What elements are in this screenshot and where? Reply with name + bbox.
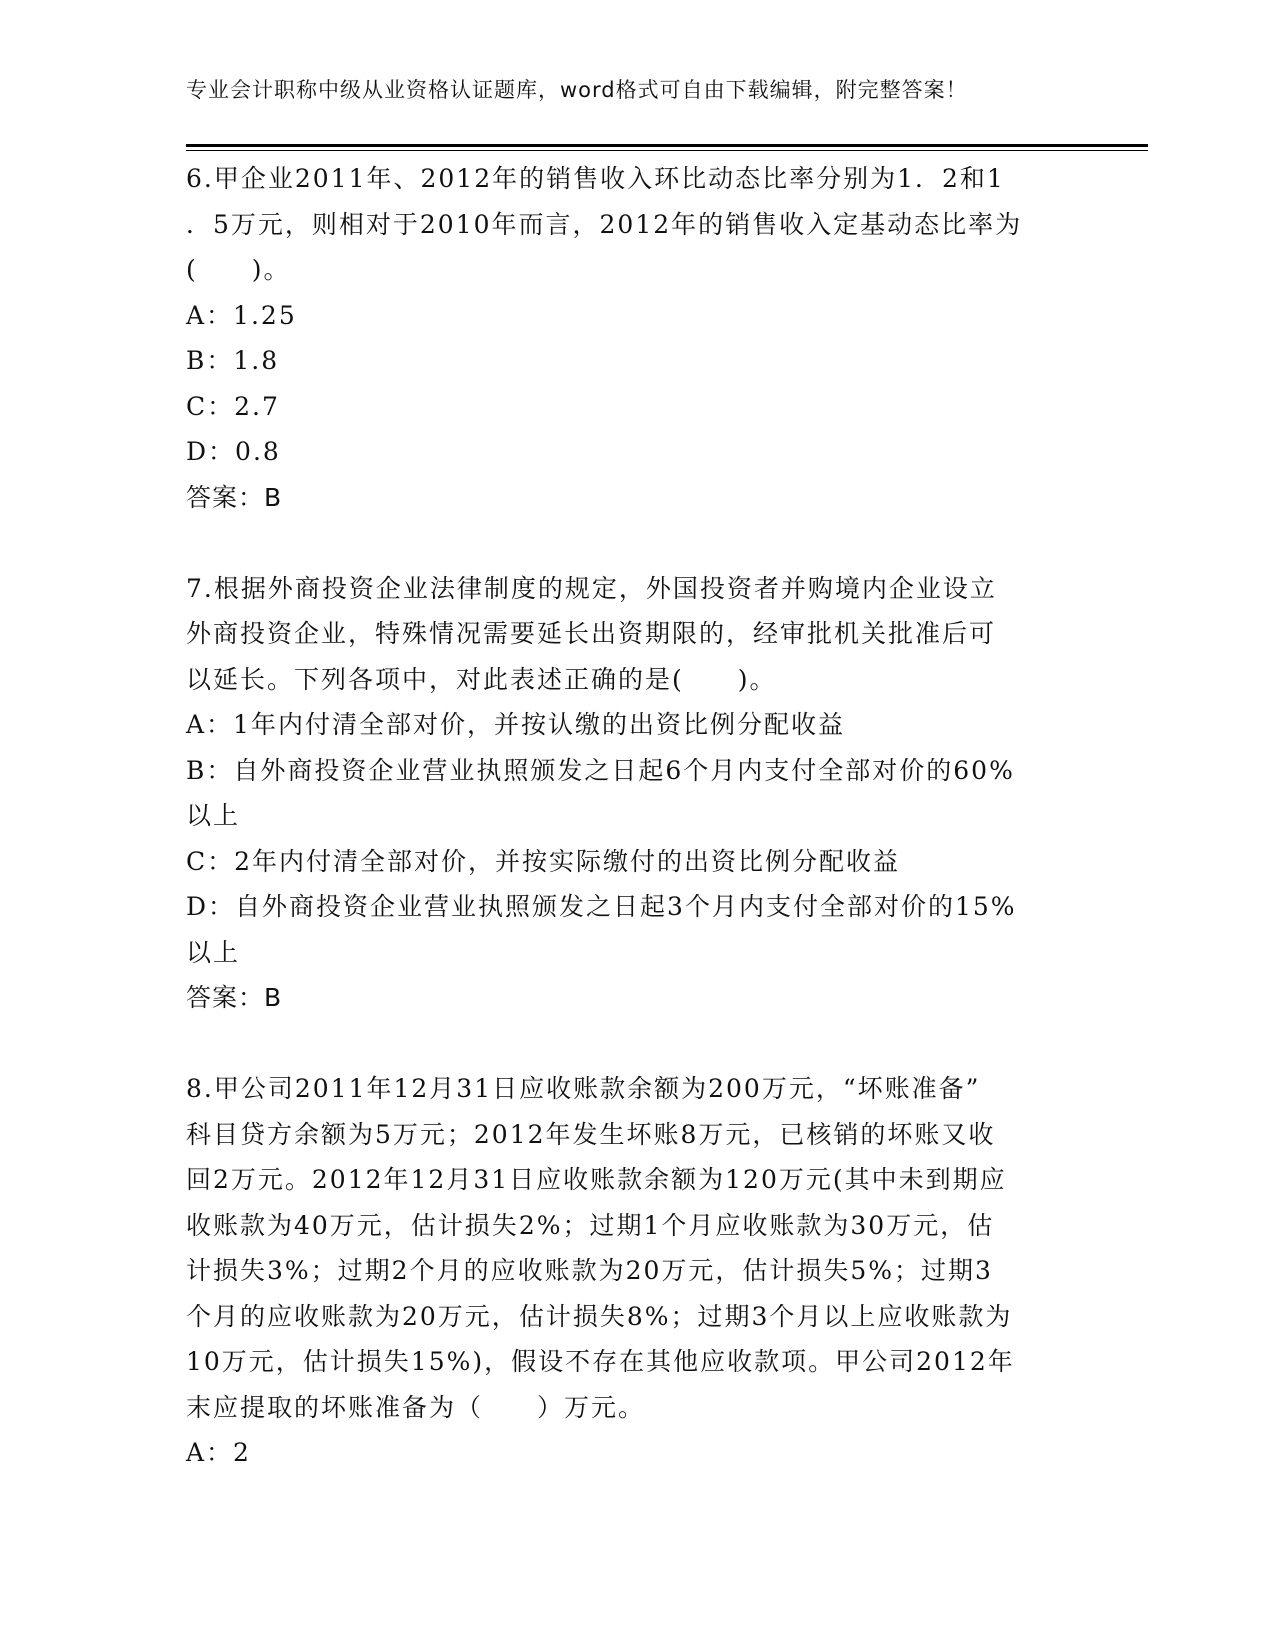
question-stem-line: 末应提取的坏账准备为（ ）万元。 (186, 1392, 646, 1422)
question-stem-line: 7.根据外商投资企业法律制度的规定，外国投资者并购境内企业设立 (186, 573, 997, 603)
question-stem-line: 收账款为40万元，估计损失2%；过期1个月应收账款为30万元，估 (186, 1210, 995, 1240)
answer-line: 答案：B (186, 983, 283, 1012)
option-a: A：2 (186, 1438, 251, 1467)
question-stem-line: 个月的应收账款为20万元，估计损失8%；过期3个月以上应收账款为 (186, 1301, 1013, 1331)
option-d-continued: 以上 (186, 937, 241, 967)
question-6 (186, 156, 1086, 520)
option-d: D：自外商投资企业营业执照颁发之日起3个月内支付全部对价的15% (186, 892, 1017, 921)
header-rule-thin (186, 150, 1148, 151)
answer-line: 答案：B (186, 482, 283, 512)
option-a: A：1.25 (186, 300, 297, 330)
header-rule-thick (186, 144, 1148, 147)
question-list (186, 156, 1086, 1476)
option-b: B：自外商投资企业营业执照颁发之日起6个月内支付全部对价的60% (186, 755, 1015, 785)
option-b-continued: 以上 (186, 801, 241, 830)
question-stem-line: 6.甲企业2011年、2012年的销售收入环比动态比率分别为1．2和1 (186, 164, 1005, 193)
question-stem-line: 科目贷方余额为5万元；2012年发生坏账8万元，已核销的坏账又收 (186, 1119, 996, 1149)
option-b: B：1.8 (186, 346, 280, 375)
question-stem-line: 回2万元。2012年12月31日应收账款余额为120万元(其中未到期应 (186, 1165, 1007, 1194)
option-a: A：1年内付清全部对价，并按认缴的出资比例分配收益 (186, 710, 845, 739)
question-spacer (186, 1021, 1086, 1067)
question-stem-line: 外商投资企业，特殊情况需要延长出资期限的，经审批机关批准后可 (186, 619, 997, 648)
question-stem-line: 计损失3%；过期2个月的应收账款为20万元，估计损失5%；过期3 (186, 1256, 993, 1285)
page-header: 专业会计职称中级从业资格认证题库，word格式可自由下载编辑，附完整答案！ (186, 78, 968, 102)
question-7 (186, 566, 1086, 1021)
question-spacer (186, 520, 1086, 566)
option-c: C：2年内付清全部对价，并按实际缴付的出资比例分配收益 (186, 846, 901, 876)
option-d: D：0.8 (186, 437, 281, 466)
question-stem-line: ( )。 (186, 255, 291, 284)
question-stem-line: 8.甲公司2011年12月31日应收账款余额为200万元，“坏账准备” (186, 1074, 981, 1103)
option-c: C：2.7 (186, 391, 280, 421)
question-stem-line: ．5万元，则相对于2010年而言，2012年的销售收入定基动态比率为 (186, 209, 1023, 239)
question-stem-line: 10万元，估计损失15%)，假设不存在其他应收款项。甲公司2012年 (186, 1347, 1015, 1376)
question-8 (186, 1066, 1086, 1476)
question-stem-line: 以延长。下列各项中，对此表述正确的是( )。 (186, 664, 777, 694)
